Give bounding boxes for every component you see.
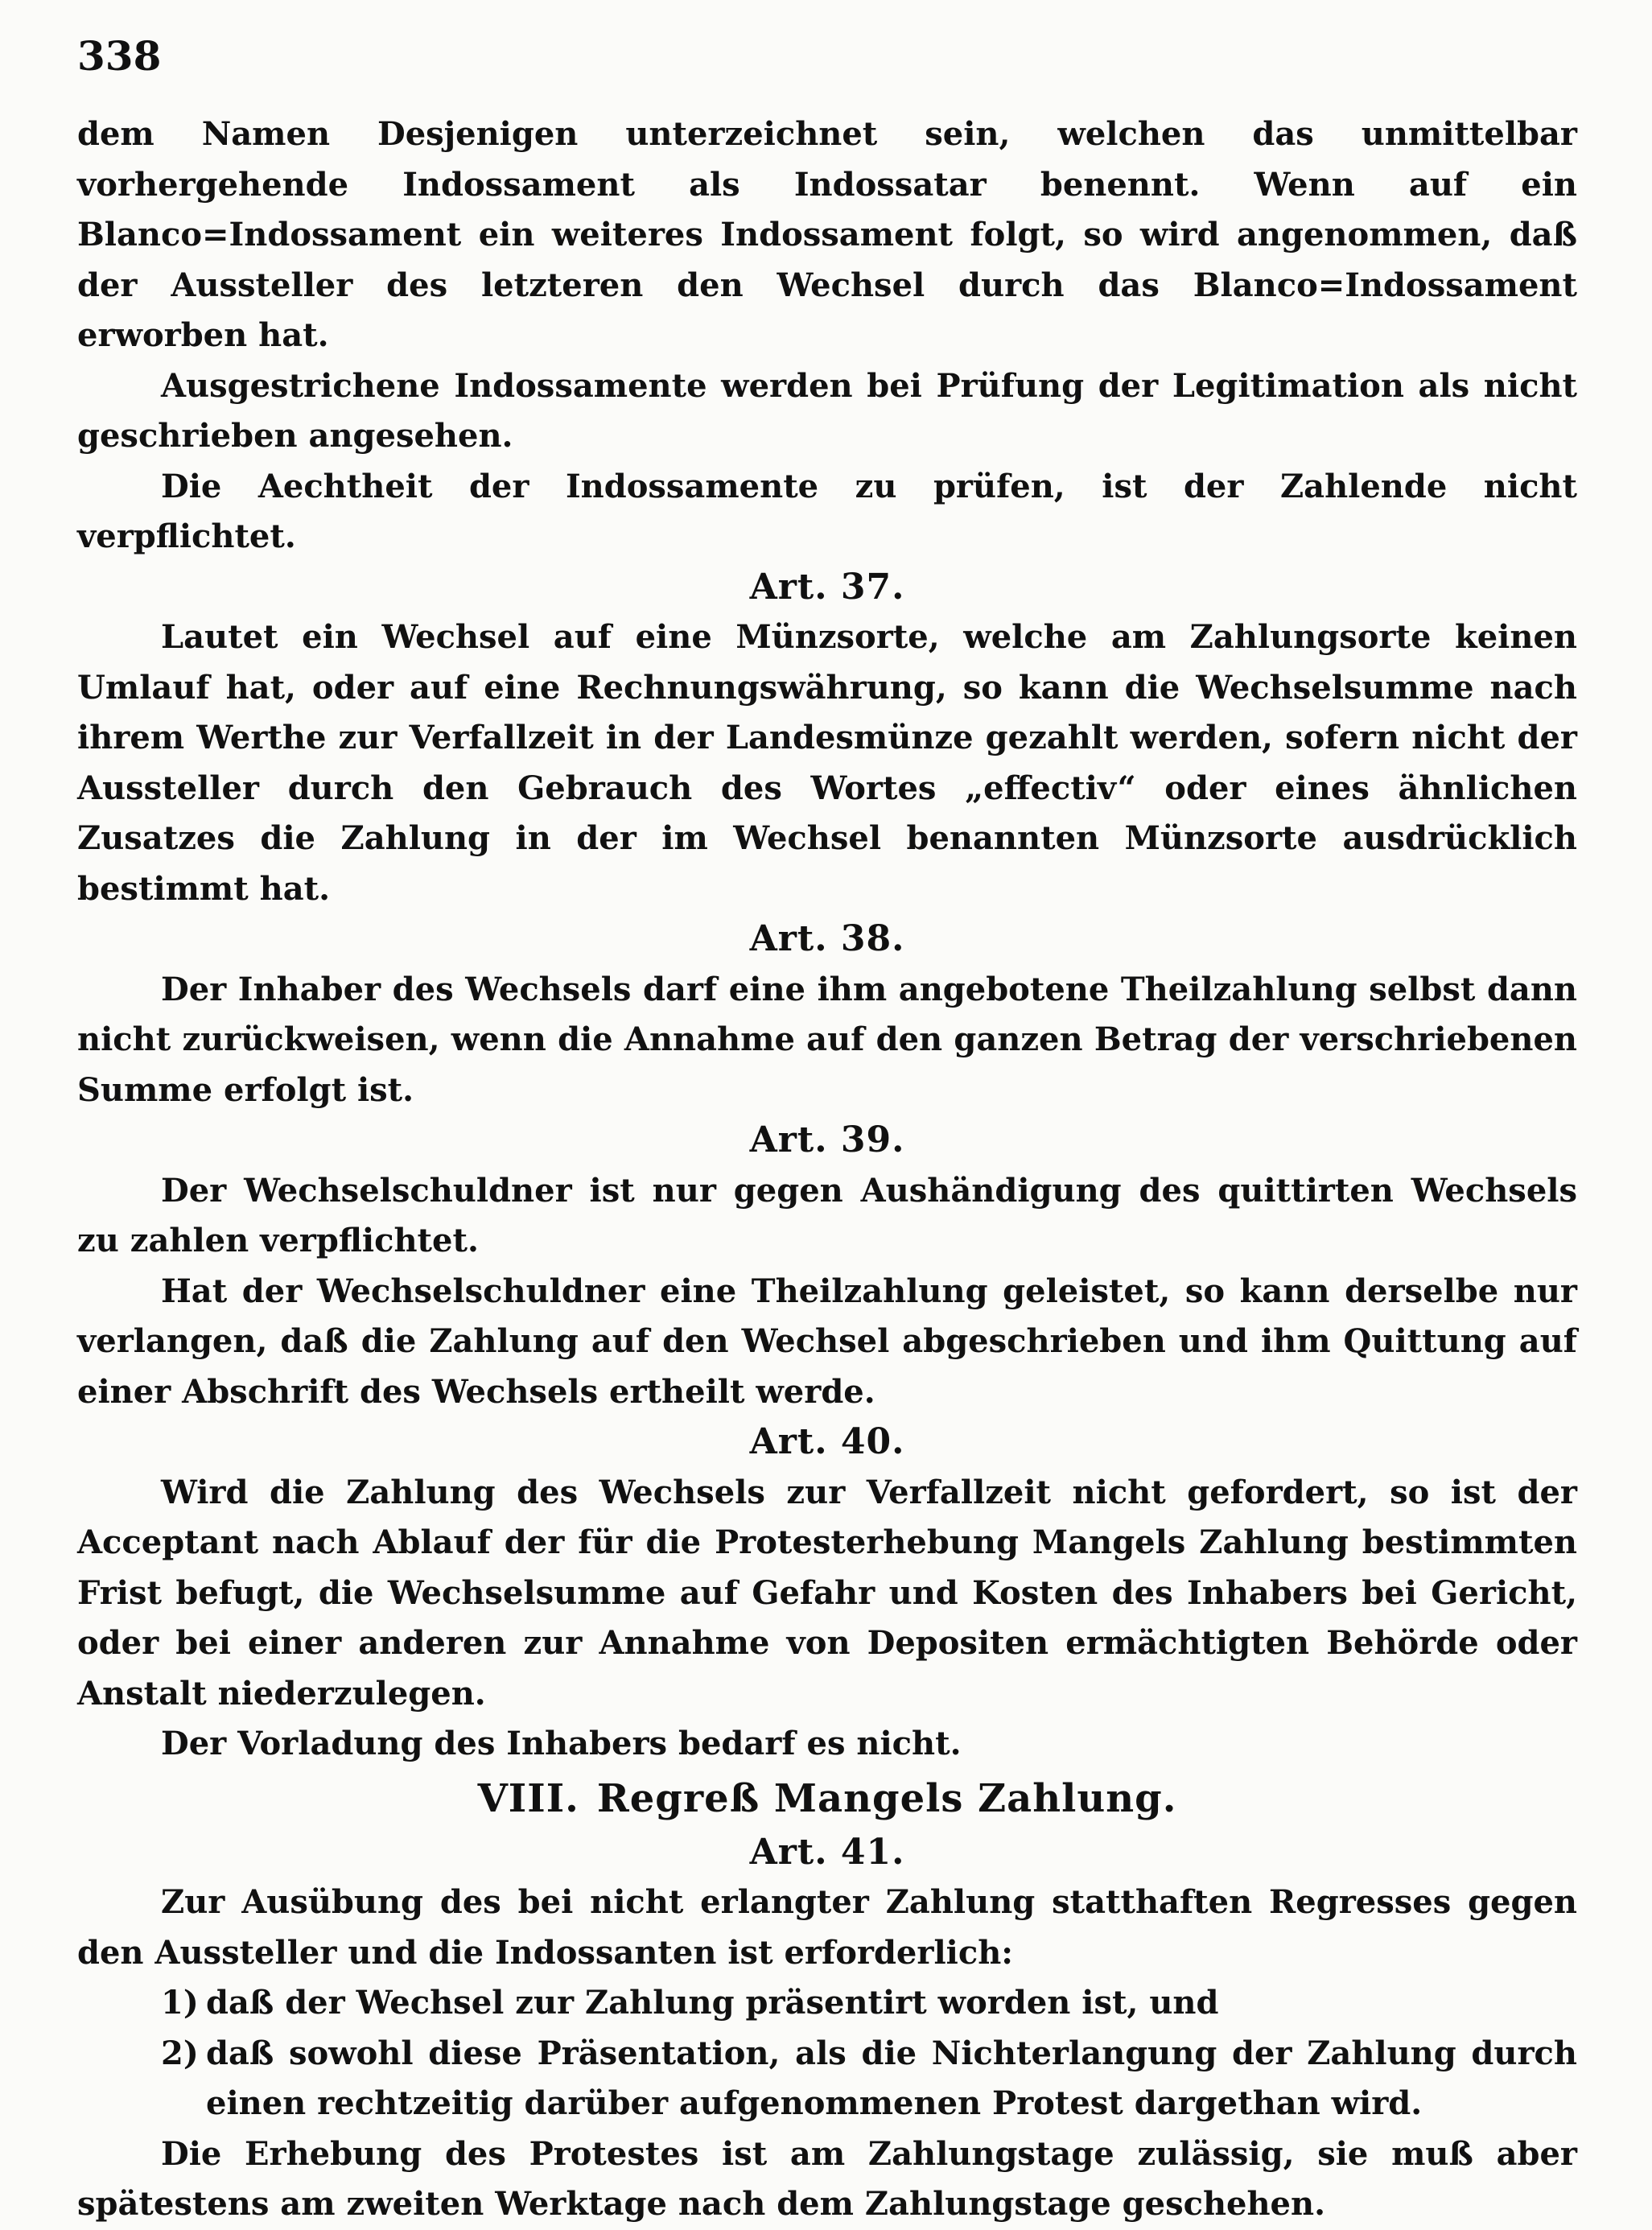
- article-heading: Art. 37.: [749, 566, 905, 608]
- list-item: [77, 2029, 1577, 2129]
- paragraph: Hat der Wechselschuldner eine Theilzahlung geleistet, so kann derselbe nur verlangen, daß die Zahlung auf den Wechsel abgeschrieben und ihm Quittung auf einer Abschrift des Wechsels ertheilt werde.: [77, 1272, 1577, 1411]
- article-heading: Art. 40.: [749, 1421, 905, 1462]
- list-item-number: 2): [161, 2034, 199, 2072]
- paragraph: Ausgestrichene Indossamente werden bei Prüfung der Legitimation als nicht geschrieben angesehen.: [77, 366, 1577, 455]
- paragraph: Lautet ein Wechsel auf eine Münzsorte, welche am Zahlungsorte keinen Umlauf hat, oder auf eine Rechnungswährung, so kann die Wechselsumme nach ihrem Werthe zur Verfallzeit in der Landesmünze gezahlt werden, sofern nicht der Aussteller durch den Gebrauch des Wortes „effectiv“ oder eines ähnlichen Zusatzes die Zahlung in der im Wechsel benannten Münzsorte ausdrücklich bestimmt hat.: [77, 618, 1577, 908]
- text-column: [77, 109, 1577, 2230]
- section-number: VIII.: [477, 1775, 579, 1821]
- paragraph: Der Inhaber des Wechsels darf eine ihm angebotene Theilzahlung selbst dann nicht zurückweisen, wenn die Annahme auf den ganzen Betrag der verschriebenen Summe erfolgt ist.: [77, 970, 1577, 1109]
- paragraph: Der Wechselschuldner ist nur gegen Aushändigung des quittirten Wechsels zu zahlen verpflichtet.: [77, 1171, 1577, 1259]
- paragraph: Die Aechtheit der Indossamente zu prüfen, ist der Zahlende nicht verpflichtet.: [77, 467, 1577, 555]
- paragraph: Zur Ausübung des bei nicht erlangter Zahlung statthaften Regresses gegen den Aussteller und die Indossanten ist erforderlich:: [77, 1883, 1577, 1972]
- paragraph: Wird die Zahlung des Wechsels zur Verfallzeit nicht gefordert, so ist der Acceptant nach Ablauf der für die Protesterhebung Mangels Zahlung bestimmten Frist befugt, die Wechselsumme auf Gefahr und Kosten des Inhabers bei Gericht, oder bei einer anderen zur Annahme von Depositen ermächtigten Behörde oder Anstalt niederzulegen.: [77, 1473, 1577, 1713]
- section-title: Regreß Mangels Zahlung.: [596, 1775, 1177, 1821]
- paragraph: Der Vorladung des Inhabers bedarf es nicht.: [161, 1725, 962, 1762]
- article-heading: Art. 38.: [749, 918, 905, 959]
- page-number: 338: [77, 32, 162, 80]
- list-item-text: daß der Wechsel zur Zahlung präsentirt worden ist, und: [206, 1984, 1219, 2022]
- article-heading: Art. 41.: [749, 1831, 905, 1873]
- list-item: [77, 1978, 1577, 2029]
- section-heading: [77, 1770, 1577, 1828]
- article-heading: Art. 39.: [749, 1119, 905, 1160]
- list-item-text: daß sowohl diese Präsentation, als die Nichterlangung der Zahlung durch einen rechtzeitig darüber aufgenommenen Protest dargethan wird.: [206, 2034, 1577, 2122]
- list-item-number: 1): [161, 1984, 199, 2022]
- paragraph: dem Namen Desjenigen unterzeichnet sein, welchen das unmittelbar vorhergehende Indossament als Indossatar benennt. Wenn auf ein Blanco=Indossament ein weiteres Indossament folgt, so wird angenommen, daß der Aussteller des letzteren den Wechsel durch das Blanco=Indossament erworben hat.: [77, 115, 1577, 354]
- paragraph: Die Erhebung des Protestes ist am Zahlungstage zulässig, sie muß aber spätestens am zweiten Werktage nach dem Zahlungstage geschehen.: [77, 2134, 1577, 2223]
